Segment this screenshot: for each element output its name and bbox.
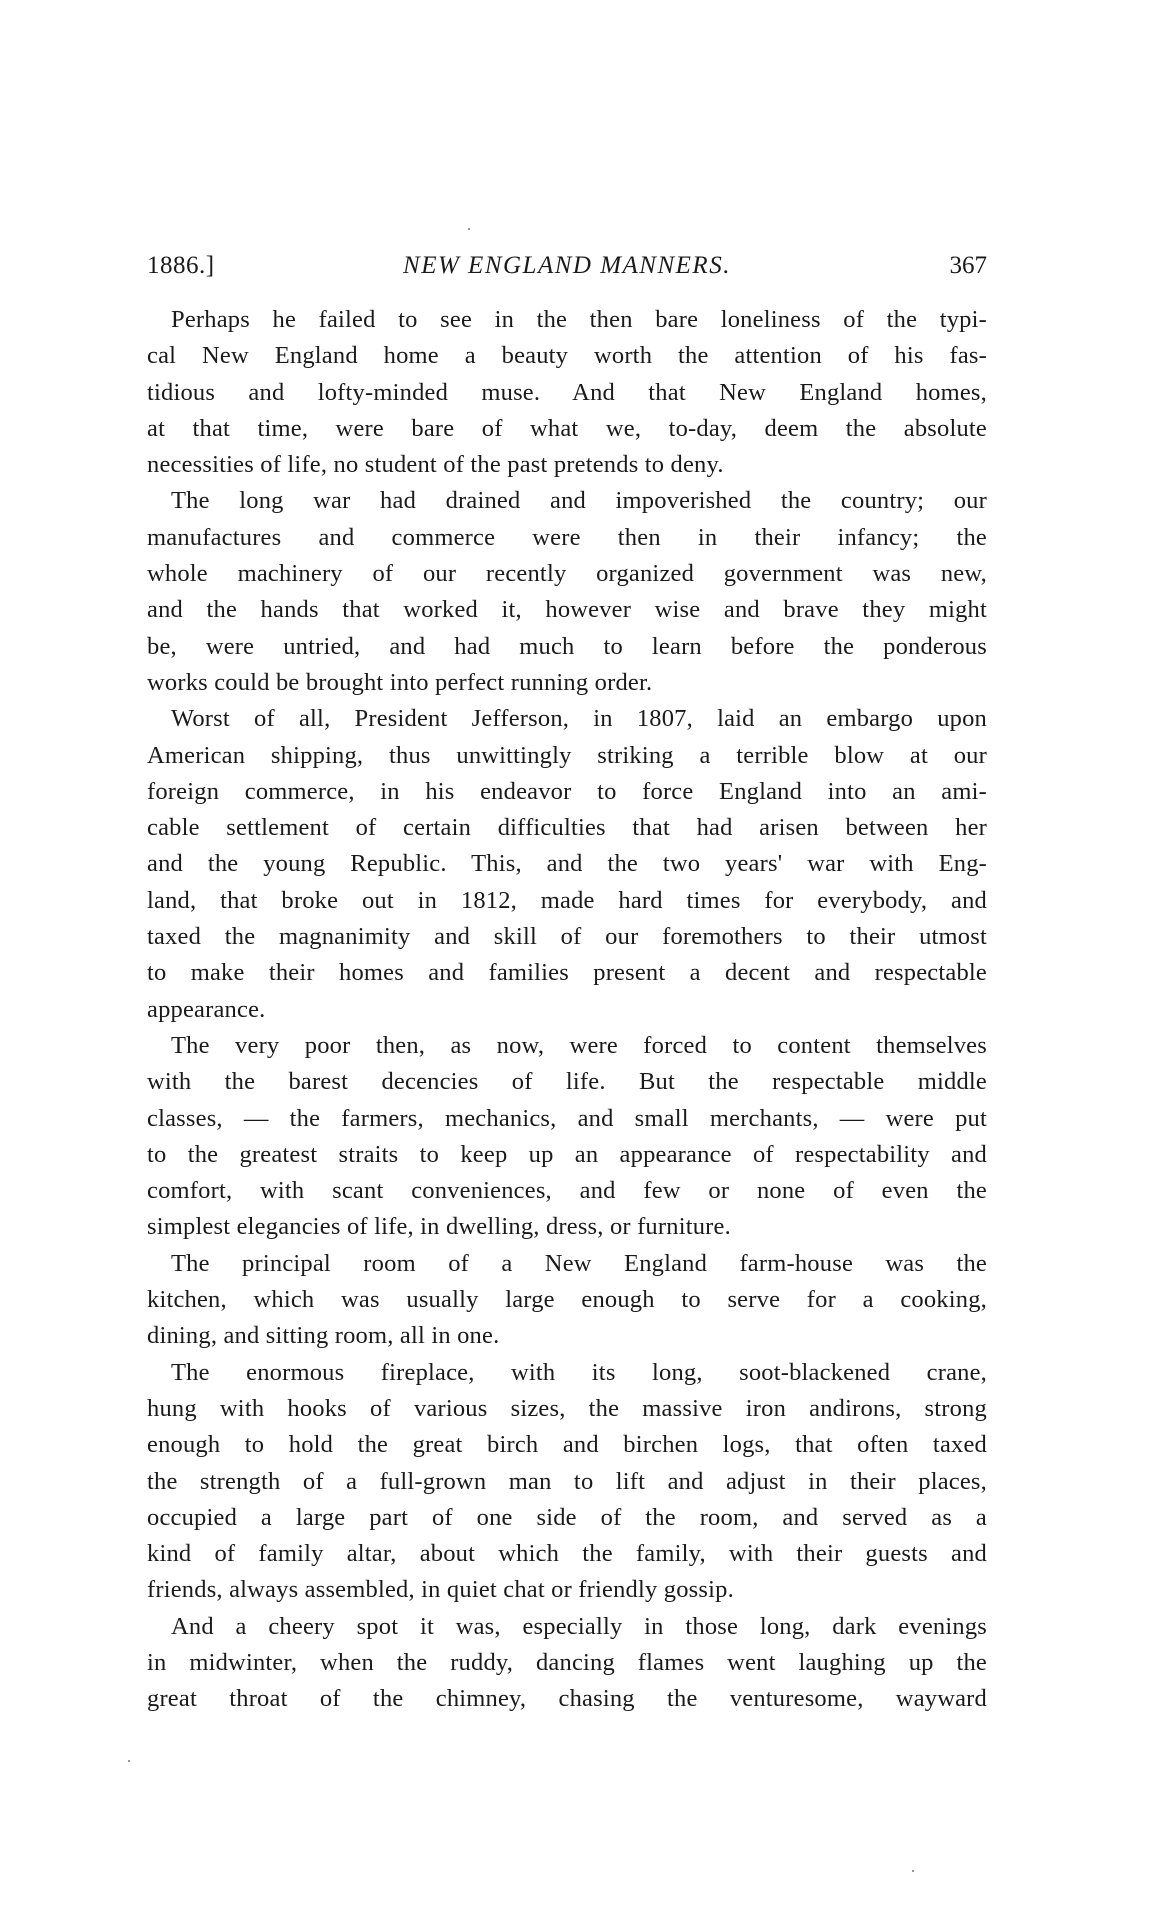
text-line: tidious and lofty-minded muse. And that New England homes,	[147, 378, 987, 406]
text-line: cal New England home a beauty worth the attention of his fas-	[147, 342, 987, 370]
text-line: simplest elegancies of life, in dwelling, dress, or furniture.	[147, 1213, 731, 1241]
paragraph-6	[147, 1355, 987, 1609]
text-line: whole machinery of our recently organized government was new,	[147, 560, 987, 588]
text-line: to make their homes and families present a decent and respectable	[147, 959, 987, 987]
text-line: hung with hooks of various sizes, the massive iron andirons, strong	[147, 1394, 987, 1422]
paragraph-1	[147, 302, 987, 483]
text-line: occupied a large part of one side of the room, and served as a	[147, 1503, 987, 1531]
paragraph-7	[147, 1609, 987, 1718]
text-line: in midwinter, when the ruddy, dancing flames went laughing up the	[147, 1648, 987, 1676]
text-line: The enormous fireplace, with its long, soot-blackened crane,	[171, 1358, 987, 1386]
text-line: Worst of all, President Jefferson, in 1807, laid an embargo upon	[171, 705, 987, 733]
text-line: and the hands that worked it, however wise and brave they might	[147, 596, 987, 624]
paragraph-4	[147, 1028, 987, 1246]
text-line: to the greatest straits to keep up an appearance of respectability and	[147, 1140, 987, 1168]
text-line: at that time, were bare of what we, to-day, deem the absolute	[147, 414, 987, 442]
scan-speck	[912, 1870, 914, 1872]
text-line: appearance.	[147, 995, 266, 1023]
text-line: enough to hold the great birch and birchen logs, that often taxed	[147, 1431, 987, 1459]
text-line: kitchen, which was usually large enough to serve for a cooking,	[147, 1286, 987, 1314]
text-line: And a cheery spot it was, especially in those long, dark evenings	[171, 1612, 987, 1640]
text-line: manufactures and commerce were then in their infancy; the	[147, 523, 987, 551]
body-text	[147, 302, 987, 1718]
text-line: great throat of the chimney, chasing the venturesome, wayward	[147, 1685, 987, 1713]
page-number: 367	[949, 252, 987, 279]
running-head-year: 1886.]	[147, 252, 215, 279]
text-line: with the barest decencies of life. But the respectable middle	[147, 1068, 987, 1096]
text-line: The principal room of a New England farm-house was the	[171, 1249, 987, 1277]
text-line: dining, and sitting room, all in one.	[147, 1322, 500, 1350]
text-line: American shipping, thus unwittingly striking a terrible blow at our	[147, 741, 987, 769]
paragraph-5	[147, 1246, 987, 1355]
text-line: and the young Republic. This, and the two years' war with Eng-	[147, 850, 987, 878]
text-line: comfort, with scant conveniences, and few or none of even the	[147, 1177, 987, 1205]
text-line: Perhaps he failed to see in the then bare loneliness of the typi-	[171, 306, 987, 333]
scan-speck	[128, 1760, 130, 1762]
text-line: taxed the magnanimity and skill of our foremothers to their utmost	[147, 923, 987, 951]
text-line: kind of family altar, about which the family, with their guests and	[147, 1540, 987, 1568]
text-line: friends, always assembled, in quiet chat or friendly gossip.	[147, 1576, 734, 1604]
text-line: be, were untried, and had much to learn before the ponderous	[147, 632, 987, 660]
text-line: necessities of life, no student of the past pretends to deny.	[147, 451, 724, 479]
running-head-title: NEW ENGLAND MANNERS.	[403, 252, 731, 279]
text-line: land, that broke out in 1812, made hard times for everybody, and	[147, 886, 987, 914]
text-line: classes, — the farmers, mechanics, and small merchants, — were put	[147, 1104, 987, 1132]
text-line: cable settlement of certain difficulties that had arisen between her	[147, 814, 987, 842]
paragraph-3	[147, 701, 987, 1028]
text-line: The very poor then, as now, were forced to content themselves	[171, 1031, 987, 1059]
text-line: works could be brought into perfect running order.	[147, 668, 653, 696]
running-head	[147, 248, 987, 284]
text-line: the strength of a full-grown man to lift and adjust in their places,	[147, 1467, 987, 1495]
text-line: foreign commerce, in his endeavor to force England into an ami-	[147, 777, 987, 805]
scan-speck	[468, 228, 470, 230]
paragraph-2	[147, 483, 987, 701]
text-line: The long war had drained and impoverished the country; our	[171, 487, 987, 515]
